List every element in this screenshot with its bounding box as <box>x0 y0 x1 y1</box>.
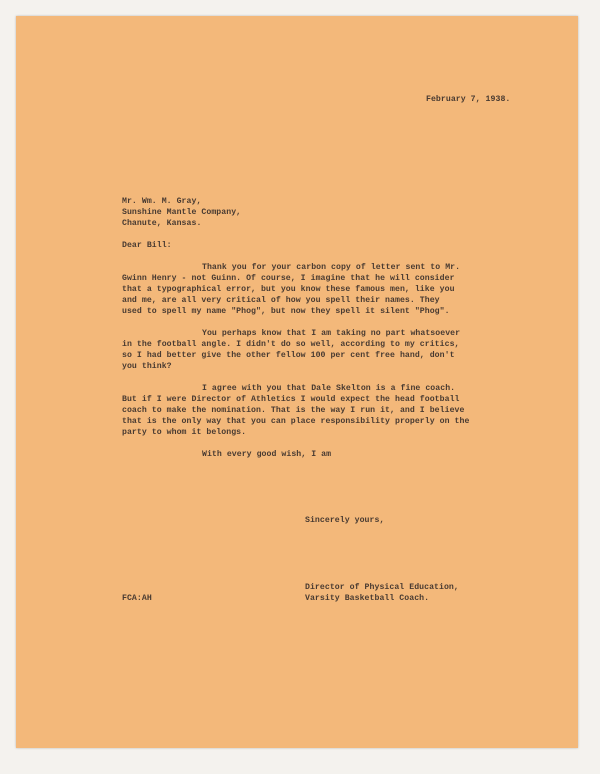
body-line: Thank you for your carbon copy of letter sent to Mr. <box>202 263 461 272</box>
recipient-line: Sunshine Mantle Company, <box>122 208 242 217</box>
recipient-line: Chanute, Kansas. <box>122 219 202 228</box>
letter-date: February 7, 1938. <box>426 95 511 104</box>
recipient-line: Mr. Wm. M. Gray, <box>122 197 202 206</box>
closing: Sincerely yours, <box>305 516 385 525</box>
body-line: But if I were Director of Athletics I would expect the head football <box>122 395 460 404</box>
signature-title-line: Director of Physical Education, <box>305 583 459 592</box>
body-line: used to spell my name "Phog", but now they spell it silent "Phog". <box>122 307 450 316</box>
body-line: With every good wish, I am <box>202 450 332 459</box>
body-line: so I had better give the other fellow 100 per cent free hand, don't <box>122 351 455 360</box>
signature-title-line: Varsity Basketball Coach. <box>305 594 430 603</box>
body-line: that is the only way that you can place responsibility properly on the <box>122 417 470 426</box>
salutation: Dear Bill: <box>122 241 172 250</box>
typist-initials: FCA:AH <box>122 594 152 603</box>
body-line: party to whom it belongs. <box>122 428 247 437</box>
body-line: you think? <box>122 362 172 371</box>
body-line: You perhaps know that I am taking no part whatsoever <box>202 329 461 338</box>
letter-sheet <box>16 16 578 748</box>
body-line: that a typographical error, but you know these famous men, like you <box>122 285 455 294</box>
body-line: Gwinn Henry - not Guinn. Of course, I imagine that he will consider <box>122 274 455 283</box>
body-line: in the football angle. I didn't do so well, according to my critics, <box>122 340 460 349</box>
body-line: and me, are all very critical of how you spell their names. They <box>122 296 440 305</box>
body-line: coach to make the nomination. That is the way I run it, and I believe <box>122 406 465 415</box>
body-line: I agree with you that Dale Skelton is a fine coach. <box>202 384 456 393</box>
